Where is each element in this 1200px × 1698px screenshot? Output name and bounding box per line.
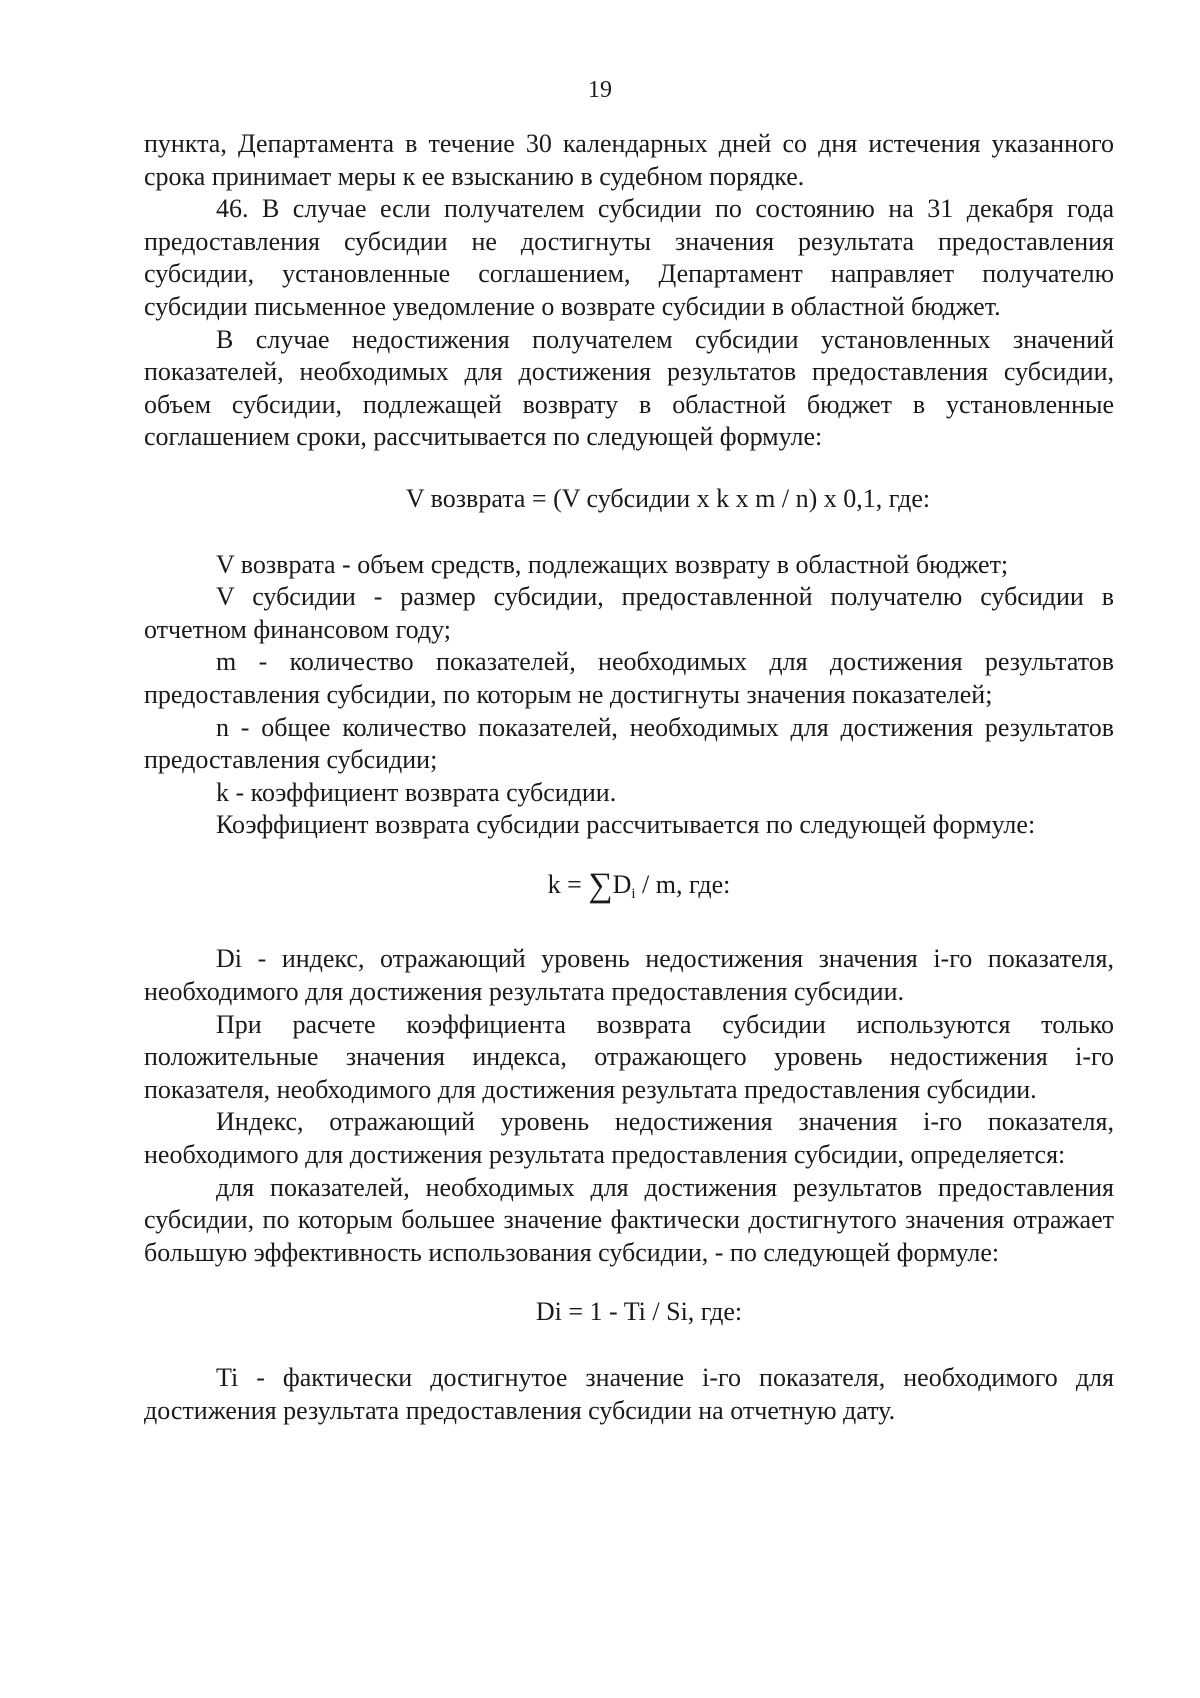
paragraph-10: Di - индекс, отражающий уровень недостижения значения i-го показателя, необходимого для достижения результата предоставления субсидии.	[144, 944, 1114, 1007]
formula-k	[144, 866, 1114, 911]
paragraph-7: n - общее количество показателей, необходимых для достижения результатов предоставления субсидии;	[144, 712, 1114, 775]
formula-k-right: / m, где:	[635, 869, 731, 899]
page-number: 19	[588, 77, 612, 103]
paragraph-9: Коэффициент возврата субсидии рассчитывается по следующей формуле:	[216, 810, 1036, 840]
sigma-symbol: ∑	[588, 866, 613, 904]
paragraph-12: Индекс, отражающий уровень недостижения значения i-го показателя, необходимого для достижения результата предоставления субсидии, определяется:	[144, 1107, 1114, 1170]
paragraph-1: пункта, Департамента в течение 30 календарных дней со дня истечения указанного срока принимает меры к ее взысканию в судебном порядке.	[144, 129, 1114, 191]
paragraph-4: V возврата - объем средств, подлежащих возврату в областной бюджет;	[216, 549, 1009, 579]
paragraph-3: В случае недостижения получателем субсидии установленных значений показателей, необходимых для достижения результатов предоставления субсидии, объем субсидии, подлежащей возврату в областной бюджет в установленные соглашением сроки, рассчитывается по следующей формуле:	[144, 324, 1114, 452]
formula-k-subscript: i	[631, 885, 636, 902]
formula-di: Di = 1 - Ti / Si, где:	[535, 1297, 743, 1327]
paragraph-13: для показателей, необходимых для достижения результатов предоставления субсидии, по которым большее значение фактически достигнутого значения отражает большую эффективность использования субсидии, - по следующей формуле:	[144, 1172, 1114, 1267]
paragraph-5: V субсидии - размер субсидии, предоставленной получателю субсидии в отчетном финансовом году;	[144, 582, 1114, 644]
document-body	[144, 128, 1114, 1427]
paragraph-8: k - коэффициент возврата субсидии.	[216, 777, 617, 807]
paragraph-14: Ti - фактически достигнутое значение i-го показателя, необходимого для достижения результата предоставления субсидии на отчетную дату.	[144, 1363, 1114, 1425]
paragraph-11: При расчете коэффициента возврата субсидии используются только положительные значения индекса, отражающего уровень недостижения i-го показателя, необходимого для достижения результата предоставления субсидии.	[144, 1009, 1114, 1104]
formula-v-return: V возврата = (V субсидии x k x m / n) x 0,1, где:	[405, 483, 931, 513]
formula-k-left: k =	[547, 869, 589, 899]
paragraph-2: 46. В случае если получателем субсидии по состоянию на 31 декабря года предоставления субсидии не достигнуты значения результата предоставления субсидии, установленные соглашением, Департамент направляет получателю субсидии письменное уведомление о возврате субсидии в областной бюджет.	[144, 194, 1114, 321]
paragraph-6: m - количество показателей, необходимых для достижения результатов предоставления субсидии, по которым не достигнуты значения показателей;	[144, 647, 1114, 709]
formula-k-d: D	[612, 869, 632, 899]
